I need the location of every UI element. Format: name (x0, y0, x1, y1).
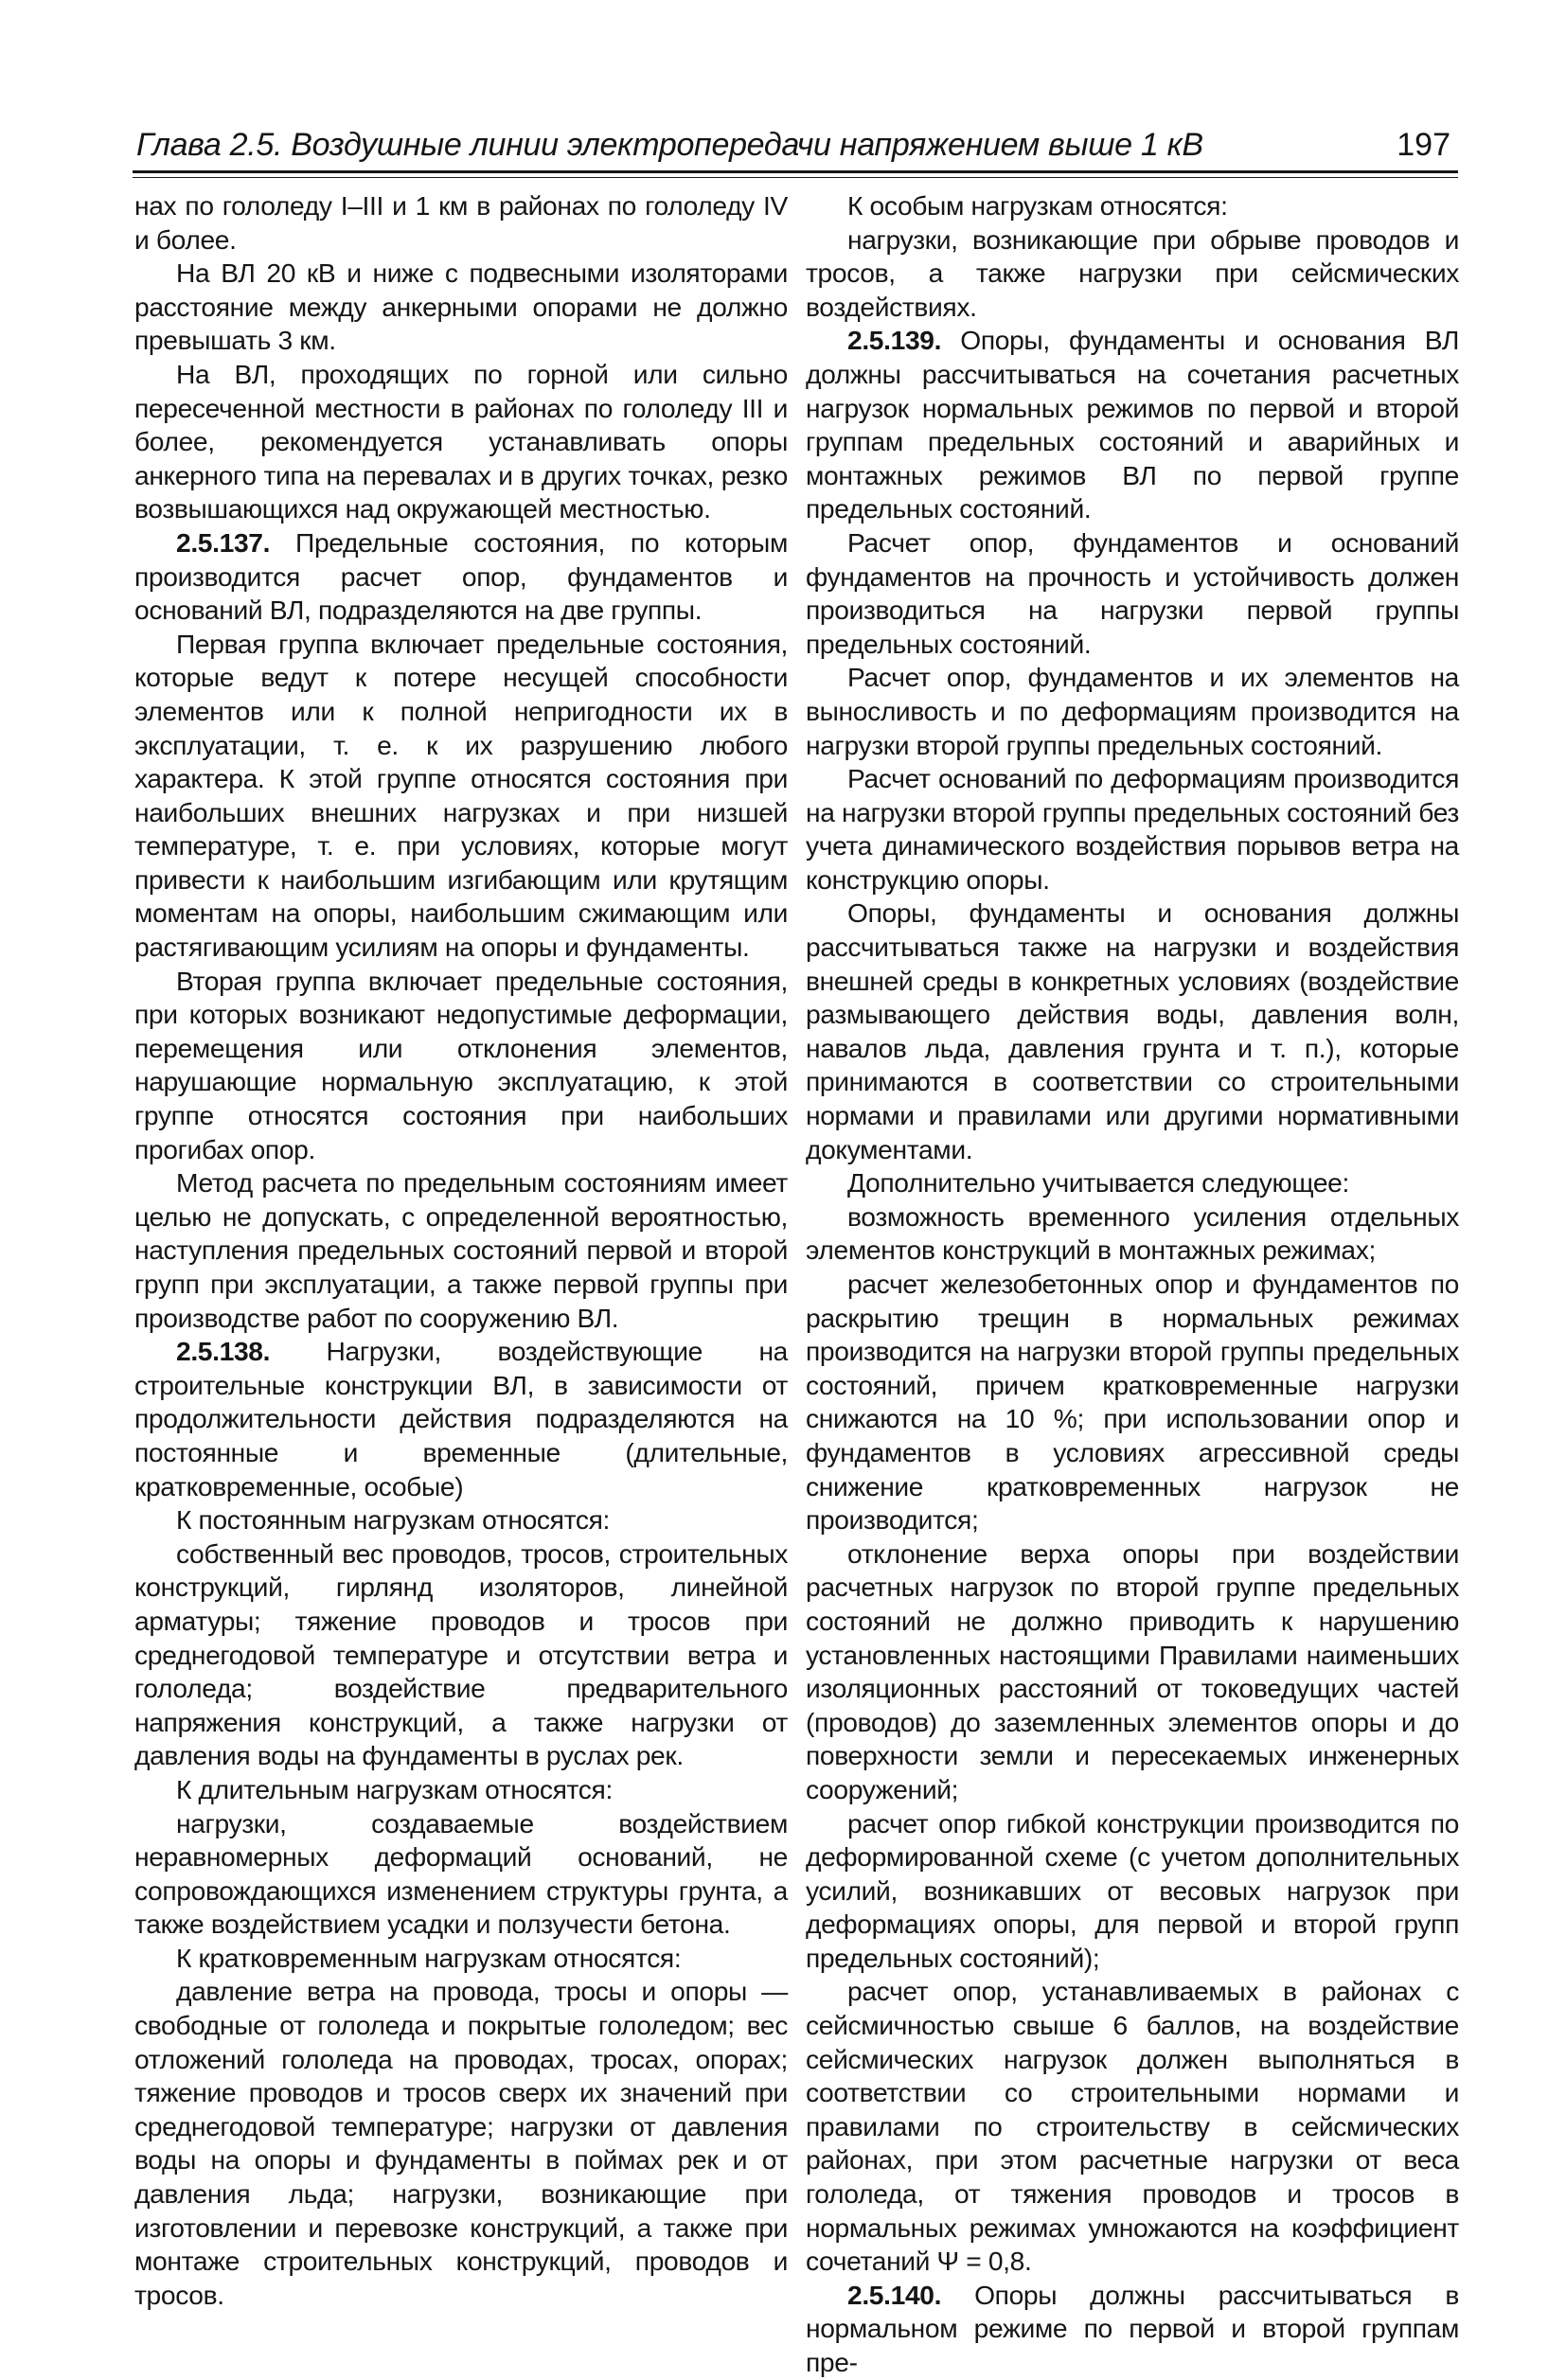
paragraph-text: Нагрузки, воздействующие на строительные конструкции ВЛ, в зависимости от продолжительности действия подразделяются на постоянные и временные (длительные, кратковременные, особые) (134, 1336, 788, 1501)
running-header (133, 127, 1458, 174)
paragraph (806, 324, 1459, 526)
paragraph (134, 1537, 788, 1773)
left-column (134, 189, 788, 2310)
paragraph (806, 2279, 1459, 2380)
paragraph-text: Опоры, фундаменты и основания ВЛ должны рассчитываться на сочетания расчетных нагрузок нормальных режимов по первой и второй группам предельных состояний и аварийных и монтажных режимов ВЛ по первой группе предельных состояний. (806, 325, 1459, 524)
paragraph-text: нах по гололеду I–III и 1 км в районах по гололеду IV и более. (134, 190, 788, 255)
paragraph (806, 526, 1459, 661)
paragraph-text: На ВЛ 20 кВ и ниже с подвесными изоляторами расстояние между анкерными опорами не должно превышать 3 км. (134, 258, 788, 356)
chapter-title: Глава 2.5. Воздушные линии электропередачи напряжением выше 1 кВ (136, 127, 1203, 163)
paragraph (134, 257, 788, 358)
paragraph (806, 1268, 1459, 1537)
paragraph (134, 965, 788, 1167)
paragraph-text: Расчет опор, фундаментов и их элементов на выносливость и по деформациям производится на нагрузки второй группы предельных состояний. (806, 662, 1459, 760)
paragraph (134, 1807, 788, 1942)
paragraph (134, 628, 788, 965)
paragraph-text: давление ветра на провода, тросы и опоры — свободные от гололеда и покрытые гололедом; вес отложений гололеда на проводах, тросах, опорах; тяжение проводов и тросов сверх их значений при среднегодовой температуре; нагрузки от давления воды на опоры и фундаменты в поймах рек и от давления льда; нагрузки, возникающие при изготовлении и перевозке конструкций, а также при монтаже строительных конструкций, проводов и тросов. (134, 1976, 788, 2310)
paragraph-text: расчет опор гибкой конструкции производится по деформированной схеме (с учетом дополнительных усилий, возникавших от весовых нагрузок при деформациях опоры, для первой и второй групп предельных состояний); (806, 1807, 1459, 1973)
paragraph-text: К длительным нагрузкам относятся: (176, 1773, 613, 1804)
paragraph-text: Опоры должны рассчитываться в нормальном режиме по первой и второй группам пре- (806, 2279, 1459, 2377)
paragraph (134, 1503, 788, 1537)
paragraph (806, 1975, 1459, 2278)
paragraph (806, 762, 1459, 897)
paragraph (134, 1773, 788, 1807)
paragraph (134, 189, 788, 257)
paragraph (806, 1200, 1459, 1268)
paragraph (806, 897, 1459, 1166)
paragraph-text: отклонение верха опоры при воздействии расчетных нагрузок по второй группе предельных состояний не должно приводить к нарушению установленных настоящими Правилами наименьших изоляционных расстояний от токоведущих частей (проводов) до заземленных элементов опоры и до поверхности земли и пересекаемых инженерных сооружений; (806, 1537, 1459, 1804)
paragraph (806, 1537, 1459, 1807)
paragraph (134, 1166, 788, 1335)
paragraph-text: расчет железобетонных опор и фундаментов по раскрытию трещин в нормальных режимах производится на нагрузки второй группы предельных состояний, причем кратковременные нагрузки снижаются на 10 %; при использовании опор и фундаментов в условиях агрессивной среды снижение кратковременных нагрузок не производится; (806, 1269, 1459, 1536)
page-number: 197 (1397, 127, 1450, 163)
paragraph (806, 223, 1459, 325)
paragraph-text: Расчет оснований по деформациям производится на нагрузки второй группы предельных состояний без учета динамического воздействия порывов ветра на конструкцию опоры. (806, 763, 1459, 895)
paragraph (806, 661, 1459, 762)
paragraph-text: К кратковременным нагрузкам относятся: (176, 1942, 682, 1973)
header-rule-thick (133, 170, 1458, 173)
paragraph-text: Метод расчета по предельным состояниям имеет целью не допускать, с определенной вероятностью, наступления предельных состояний первой и второй групп при эксплуатации, а также первой группы при производстве работ по сооружению ВЛ. (134, 1167, 788, 1333)
paragraph (806, 1166, 1459, 1200)
paragraph (134, 1975, 788, 2312)
paragraph-text: Дополнительно учитывается следующее: (847, 1167, 1349, 1199)
paragraph (134, 526, 788, 628)
paragraph-text: Первая группа включает предельные состояния, которые ведут к потере несущей способности элементов или к полной непригодности их в эксплуатации, т. е. к их разрушению любого характера. К этой группе относятся состояния при наибольших внешних нагрузках и при низшей температуре, т. е. при условиях, которые могут привести к наибольшим изгибающим или крутящим моментам на опоры, наибольшим сжимающим или растягивающим усилиям на опоры и фундаменты. (134, 628, 788, 963)
clause-number: 2.5.137. (176, 526, 271, 558)
paragraph-text: нагрузки, создаваемые воздействием неравномерных деформаций оснований, не сопровождающихся изменением структуры грунта, а также воздействием усадки и ползучести бетона. (134, 1807, 788, 1940)
paragraph-text: На ВЛ, проходящих по горной или сильно пересеченной местности в районах по гололеду III и более, рекомендуется устанавливать опоры анкерного типа на перевалах и в других точках, резко возвышающихся над окружающей местностью. (134, 358, 788, 524)
paragraph-text: собственный вес проводов, тросов, строительных конструкций, гирлянд изоляторов, линейной арматуры; тяжение проводов и тросов при среднегодовой температуре и отсутствии ветра и гололеда; воздействие предварительного напряжения конструкций, а также нагрузки от давления воды на фундаменты в руслах рек. (134, 1537, 788, 1771)
clause-number: 2.5.140. (847, 2279, 942, 2310)
paragraph-text: Вторая группа включает предельные состояния, при которых возникают недопустимые деформации, перемещения или отклонения элементов, нарушающие нормальную эксплуатацию, к этой группе относятся состояния при наибольших прогибах опор. (134, 965, 788, 1164)
paragraph (134, 1335, 788, 1503)
clause-number: 2.5.139. (847, 325, 942, 356)
paragraph-text: К особым нагрузкам относятся: (847, 190, 1228, 221)
header-rule-thin (133, 177, 1458, 178)
paragraph (134, 358, 788, 526)
paragraph-text: Расчет опор, фундаментов и оснований фундаментов на прочность и устойчивость должен производиться на нагрузки первой группы предельных состояний. (806, 526, 1459, 659)
paragraph-text: Предельные состояния, по которым производится расчет опор, фундаментов и оснований ВЛ, подразделяются на две группы. (134, 526, 788, 626)
paragraph-text: нагрузки, возникающие при обрыве проводов и тросов, а также нагрузки при сейсмических воздействиях. (806, 223, 1459, 322)
right-column (806, 189, 1459, 2377)
paragraph (134, 1942, 788, 1976)
clause-number: 2.5.138. (176, 1336, 271, 1367)
paragraph (806, 1807, 1459, 1976)
paragraph-text: расчет опор, устанавливаемых в районах с сейсмичностью свыше 6 баллов, на воздействие сейсмических нагрузок должен выполняться в соответствии со строительными нормами и правилами по строительству в сейсмических районах, при этом расчетные нагрузки от веса гололеда, от тяжения проводов и тросов в нормальных режимах умножаются на коэффициент сочетаний Ψ = 0,8. (806, 1976, 1459, 2277)
paragraph-text: возможность временного усиления отдельных элементов конструкций в монтажных режимах; (806, 1200, 1459, 1266)
paragraph (806, 189, 1459, 223)
paragraph-text: К постоянным нагрузкам относятся: (176, 1504, 610, 1536)
paragraph-text: Опоры, фундаменты и основания должны рассчитываться также на нагрузки и воздействия внешней среды в конкретных условиях (воздействие размывающего действия воды, давления волн, навалов льда, давления грунта и т. п.), которые принимаются в соответствии со строительными нормами и правилами или другими нормативными документами. (806, 897, 1459, 1164)
